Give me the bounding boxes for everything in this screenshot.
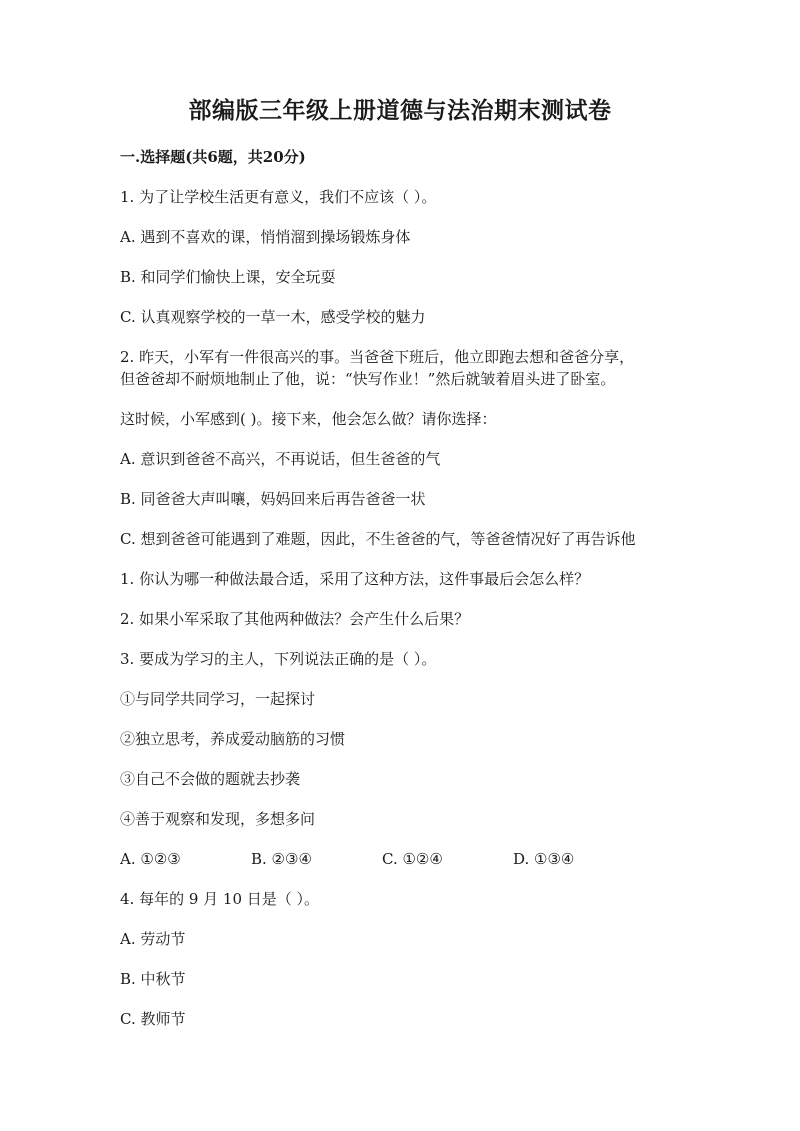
question-3-option-d: D. ①③④ [513, 850, 575, 868]
question-3-statement-4: ④善于观察和发现，多想多问 [120, 810, 316, 828]
question-2-stem-line-1: 2. 昨天，小军有一件很高兴的事。当爸爸下班后，他立即跑去想和爸爸分享， [120, 348, 635, 366]
question-2-option-a: A. 意识到爸爸不高兴，不再说话，但生爸爸的气 [120, 450, 441, 468]
question-3-option-c: C. ①②④ [382, 850, 443, 868]
question-1-option-a: A. 遇到不喜欢的课，悄悄溜到操场锻炼身体 [120, 228, 411, 246]
page-title: 部编版三年级上册道德与法治期末测试卷 [188, 97, 612, 124]
question-3-statement-3: ③自己不会做的题就去抄袭 [120, 770, 301, 788]
question-4-option-c: C. 教师节 [120, 1010, 186, 1028]
question-2-option-b: B. 同爸爸大声叫嚷，妈妈回来后再告爸爸一状 [120, 490, 426, 508]
question-4-stem: 4. 每年的 9 月 10 日是（ ）。 [120, 890, 320, 908]
question-2-subquestion-1: 1. 你认为哪一种做法最合适，采用了这种方法，这件事最后会怎么样？ [120, 570, 590, 588]
question-1-option-c: C. 认真观察学校的一草一木，感受学校的魅力 [120, 308, 426, 326]
question-1-stem: 1. 为了让学校生活更有意义，我们不应该（ ）。 [120, 188, 437, 206]
question-4 [120, 889, 680, 1029]
question-3-stem: 3. 要成为学习的主人，下列说法正确的是（ ）。 [120, 650, 437, 668]
question-4-option-b: B. 中秋节 [120, 970, 186, 988]
question-2-stem-line-2: 但爸爸却不耐烦地制止了他，说：“快写作业！”然后就皱着眉头进了卧室。 [120, 370, 616, 388]
question-2-option-c: C. 想到爸爸可能遇到了难题，因此，不生爸爸的气，等爸爸情况好了再告诉他 [120, 530, 636, 548]
question-1 [120, 187, 680, 327]
question-2 [120, 347, 680, 629]
question-3 [120, 649, 680, 869]
question-4-option-a: A. 劳动节 [120, 930, 186, 948]
question-1-option-b: B. 和同学们愉快上课，安全玩耍 [120, 268, 336, 286]
section-heading-multiple-choice: 一.选择题(共6题，共20分) [120, 148, 306, 166]
question-3-statement-2: ②独立思考，养成爱动脑筋的习惯 [120, 730, 346, 748]
question-2-subquestion-2: 2. 如果小军采取了其他两种做法？会产生什么后果？ [120, 610, 470, 628]
question-3-statement-1: ①与同学共同学习，一起探讨 [120, 690, 316, 708]
question-3-options-row [120, 849, 680, 869]
question-3-option-b: B. ②③④ [251, 850, 312, 868]
question-2-stem-line-3: 这时候，小军感到( )。接下来，他会怎么做？请你选择： [120, 410, 497, 428]
question-3-option-a: A. ①②③ [120, 850, 181, 868]
